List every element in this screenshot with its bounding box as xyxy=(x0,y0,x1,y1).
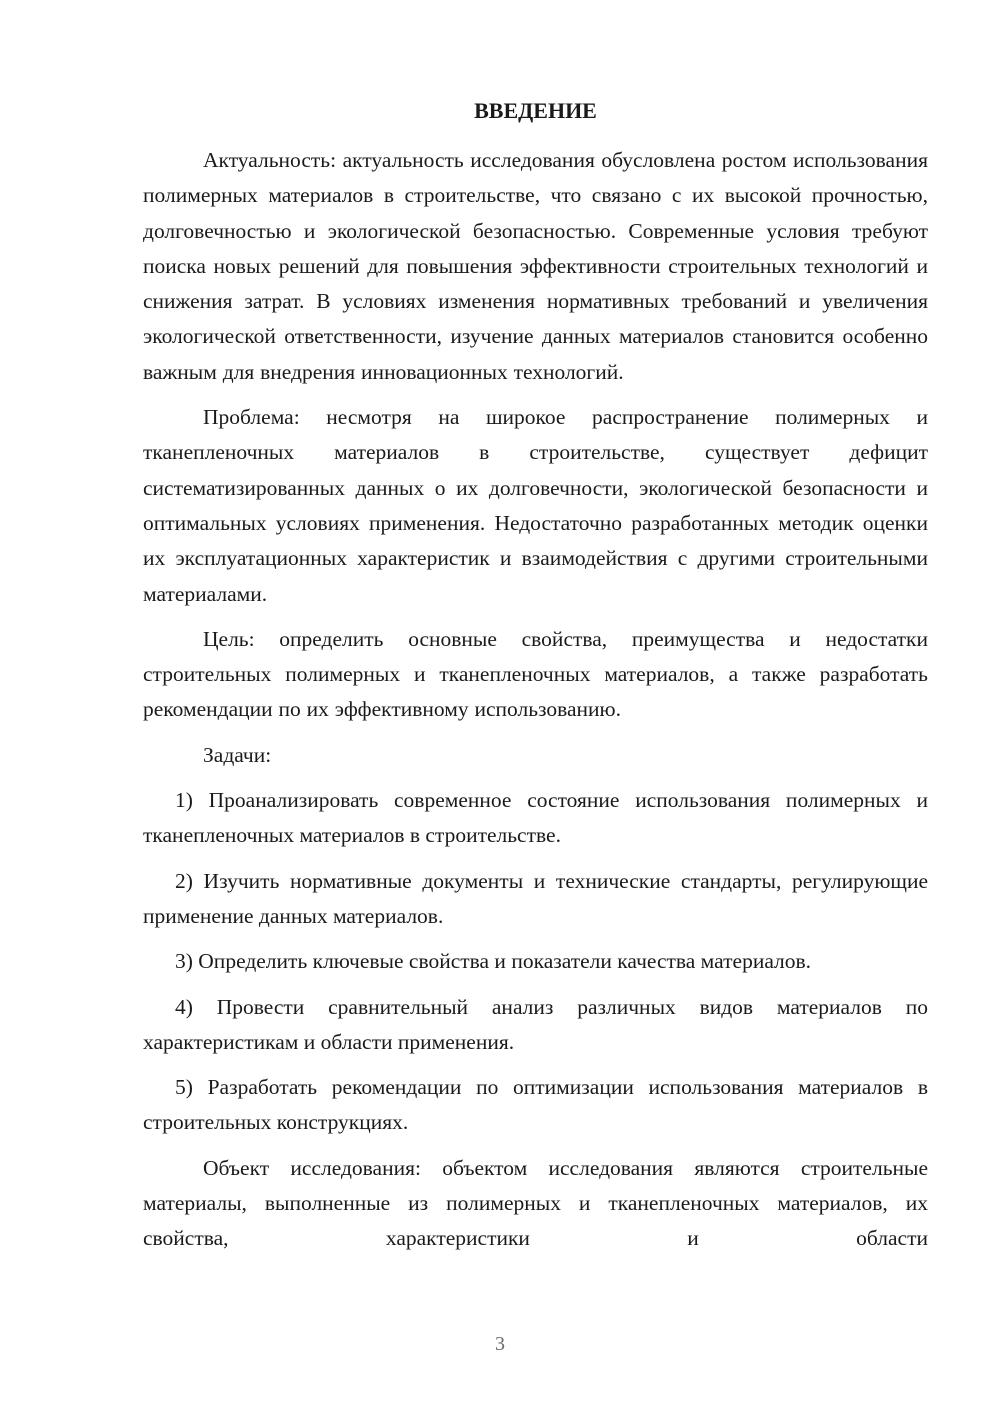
task-item-3: 3) Определить ключевые свойства и показатели качества материалов. xyxy=(175,949,812,974)
paragraph-goal: Цель: определить основные свойства, преимущества и недостатки строительных полимерных и тканепленочных материалов, а также разработать рекомендации по их эффективному использованию. xyxy=(143,626,928,722)
task-item-2: 2) Изучить нормативные документы и технические стандарты, регулирующие применение данных материалов. xyxy=(143,868,928,928)
task-item-4: 4) Провести сравнительный анализ различных видов материалов по характеристикам и области применения. xyxy=(143,994,928,1054)
document-page xyxy=(143,95,928,1267)
task-item-1: 1) Проанализировать современное состояние использования полимерных и тканепленочных материалов в строительстве. xyxy=(143,788,928,848)
paragraph-problem: Проблема: несмотря на широкое распространение полимерных и тканепленочных материалов в строительстве, существует дефицит систематизированных данных о их долговечности, экологической безопасности и оптимальных условиях применения. Недостаточно разработанных методик оценки их эксплуатационных характеристик и взаимодействия с другими строительными материалами. xyxy=(143,405,928,606)
section-heading: ВВЕДЕНИЕ xyxy=(474,98,597,123)
page-number: 3 xyxy=(495,1333,505,1355)
task-item-5: 5) Разработать рекомендации по оптимизации использования материалов в строительных конструкциях. xyxy=(143,1075,928,1135)
tasks-label: Задачи: xyxy=(203,742,272,767)
paragraph-relevance: Актуальность: актуальность исследования обусловлена ростом использования полимерных материалов в строительстве, что связано с их высокой прочностью, долговечностью и экологической безопасностью. Современные условия требуют поиска новых решений для повышения эффективности строительных технологий и снижения затрат. В условиях изменения нормативных требований и увеличения экологической ответственности, изучение данных материалов становится особенно важным для внедрения инновационных технологий. xyxy=(143,148,928,384)
paragraph-object: Объект исследования: объектом исследования являются строительные материалы, выполненные из полимерных и тканепленочных материалов, их свойства, характеристики и области xyxy=(143,1155,928,1251)
